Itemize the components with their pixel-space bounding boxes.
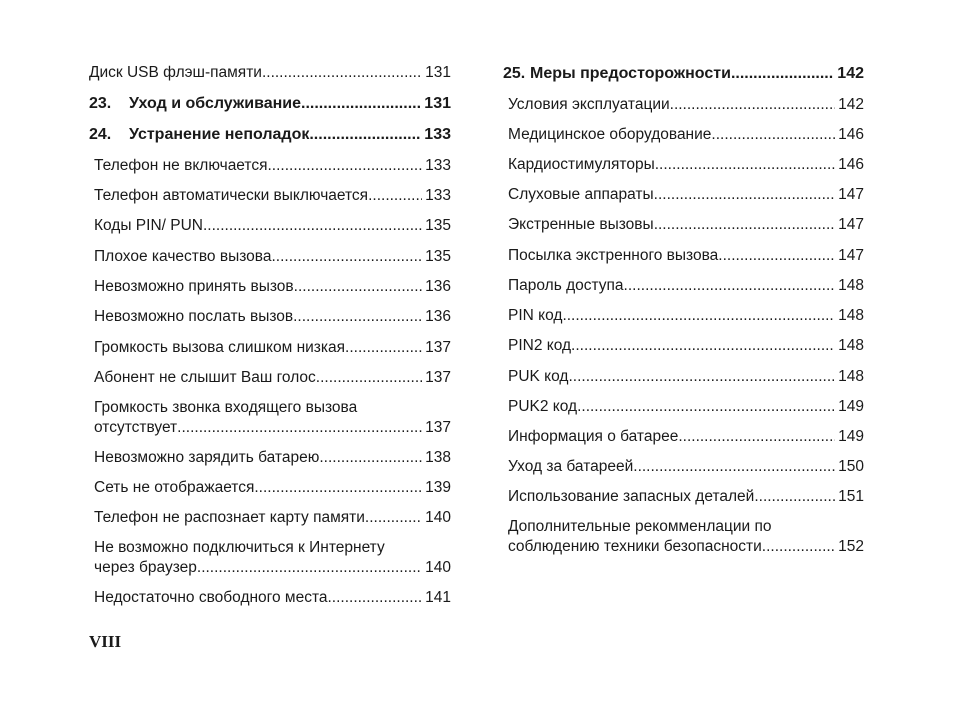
toc-chapter[interactable] bbox=[503, 64, 864, 84]
toc-leader-dots bbox=[301, 94, 421, 114]
toc-entry-page: 148 bbox=[838, 277, 864, 294]
toc-entry[interactable] bbox=[503, 185, 864, 205]
toc-leader-dots bbox=[327, 588, 422, 608]
toc-leader-dots bbox=[678, 427, 835, 447]
toc-entry[interactable] bbox=[503, 367, 864, 387]
toc-leader-dots bbox=[711, 125, 835, 145]
toc-leader-dots bbox=[754, 487, 835, 507]
toc-leader-dots bbox=[568, 367, 835, 387]
toc-leader-dots bbox=[345, 338, 422, 358]
toc-entry-title: PIN код bbox=[508, 307, 563, 324]
toc-entry-page: 133 bbox=[425, 157, 451, 174]
toc-leader-dots bbox=[571, 336, 835, 356]
toc-entry[interactable] bbox=[503, 517, 864, 557]
toc-leader-dots bbox=[633, 457, 835, 477]
toc-entry-title: Условия эксплуатации bbox=[508, 96, 670, 113]
toc-entry-page: 138 bbox=[425, 449, 451, 466]
toc-entry[interactable] bbox=[89, 478, 451, 498]
toc-chapter-title: Уход и обслуживание bbox=[129, 95, 301, 112]
toc-entry[interactable] bbox=[89, 588, 451, 608]
toc-entry-title: Медицинское оборудование bbox=[508, 126, 712, 143]
toc-entry-title: Телефон не включается bbox=[94, 157, 268, 174]
toc-leader-dots bbox=[294, 277, 422, 297]
toc-entry-page: 147 bbox=[838, 186, 864, 203]
toc-chapter-number: 25. bbox=[503, 65, 526, 82]
toc-chapter-title: Устранение неполадок bbox=[129, 126, 310, 143]
toc-entry-title: Телефон автоматически выключается bbox=[94, 187, 369, 204]
toc-leader-dots bbox=[368, 186, 422, 206]
toc-entry-page: 137 bbox=[425, 339, 451, 356]
toc-entry-title: Сеть не отображается bbox=[94, 479, 255, 496]
toc-entry-title: Абонент не слышит Ваш голос bbox=[94, 369, 316, 386]
toc-entry[interactable] bbox=[503, 306, 864, 326]
toc-entry-page: 151 bbox=[838, 488, 864, 505]
toc-entry[interactable] bbox=[503, 336, 864, 356]
toc-entry-page: 137 bbox=[425, 369, 451, 386]
toc-entry-title: Коды PIN/ PUN bbox=[94, 217, 203, 234]
toc-leader-dots bbox=[670, 95, 835, 115]
toc-leader-dots bbox=[654, 185, 835, 205]
toc-entry-page: 146 bbox=[838, 126, 864, 143]
page-number: VIII bbox=[89, 632, 122, 651]
toc-entry-page: 133 bbox=[425, 187, 451, 204]
toc-chapter[interactable] bbox=[89, 125, 451, 145]
toc-leader-dots bbox=[254, 478, 422, 498]
toc-entry[interactable] bbox=[89, 338, 451, 358]
toc-entry-title: через браузер bbox=[94, 559, 197, 576]
toc-entry[interactable] bbox=[89, 448, 451, 468]
toc-entry-title: Использование запасных деталей bbox=[508, 488, 755, 505]
toc-entry-title: PUK2 код bbox=[508, 398, 578, 415]
toc-entry[interactable] bbox=[503, 457, 864, 477]
toc-leader-dots bbox=[316, 368, 422, 388]
toc-entry[interactable] bbox=[89, 247, 451, 267]
toc-leader-dots bbox=[262, 63, 422, 83]
toc-leader-dots bbox=[577, 397, 835, 417]
toc-entry-page: 140 bbox=[425, 559, 451, 576]
toc-entry[interactable] bbox=[503, 276, 864, 296]
toc-entry-page: 148 bbox=[838, 307, 864, 324]
toc-entry-title: Диск USB флэш-памяти bbox=[89, 64, 262, 81]
toc-entry-page: 136 bbox=[425, 278, 451, 295]
toc-entry[interactable] bbox=[89, 216, 451, 236]
toc-entry-page: 152 bbox=[838, 538, 864, 555]
toc-leader-dots bbox=[309, 125, 421, 145]
toc-entry-page: 135 bbox=[425, 248, 451, 265]
toc-entry-title: Плохое качество вызова bbox=[94, 248, 272, 265]
toc-entry-page: 141 bbox=[425, 589, 451, 606]
toc-entry-page: 148 bbox=[838, 337, 864, 354]
toc-entry-title: Пароль доступа bbox=[508, 277, 624, 294]
toc-entry[interactable] bbox=[503, 215, 864, 235]
toc-leader-dots bbox=[655, 155, 835, 175]
toc-entry-title: Невозможно принять вызов bbox=[94, 278, 294, 295]
toc-leader-dots bbox=[203, 216, 422, 236]
toc-entry-title: Невозможно послать вызов bbox=[94, 308, 294, 325]
toc-entry-page: 140 bbox=[425, 509, 451, 526]
toc-chapter-page: 142 bbox=[837, 65, 864, 82]
toc-leader-dots bbox=[197, 558, 422, 578]
toc-entry-title: Уход за батареей bbox=[508, 458, 634, 475]
toc-entry-title: отсутствует bbox=[94, 419, 178, 436]
toc-entry[interactable] bbox=[89, 156, 451, 176]
toc-chapter-number: 23. bbox=[89, 95, 112, 112]
toc-entry[interactable] bbox=[89, 63, 451, 83]
toc-entry-title: соблюдению техники безопасности bbox=[508, 538, 762, 555]
toc-entry-title: PIN2 код bbox=[508, 337, 572, 354]
toc-entry-title-line1: Не возможно подключиться к Интернету bbox=[94, 539, 385, 556]
toc-leader-dots bbox=[319, 448, 422, 468]
toc-entry[interactable] bbox=[503, 155, 864, 175]
toc-entry-title: Посылка экстренного вызова bbox=[508, 247, 719, 264]
toc-leader-dots bbox=[562, 306, 835, 326]
toc-entry-page: 149 bbox=[838, 428, 864, 445]
toc-entry-page: 136 bbox=[425, 308, 451, 325]
toc-entry[interactable] bbox=[89, 538, 451, 578]
toc-chapter-title: Меры предосторожности bbox=[530, 65, 731, 82]
toc-entry[interactable] bbox=[89, 398, 451, 438]
toc-entry[interactable] bbox=[503, 95, 864, 115]
toc-entry-page: 139 bbox=[425, 479, 451, 496]
toc-entry-page: 150 bbox=[838, 458, 864, 475]
toc-leader-dots bbox=[718, 246, 835, 266]
toc-chapter-page: 131 bbox=[424, 95, 451, 112]
toc-leader-dots bbox=[177, 418, 422, 438]
toc-entry-title: Экстренные вызовы bbox=[508, 216, 654, 233]
toc-entry[interactable] bbox=[89, 508, 451, 528]
toc-leader-dots bbox=[624, 276, 836, 296]
toc-entry-title: Информация о батарее bbox=[508, 428, 679, 445]
toc-entry[interactable] bbox=[89, 186, 451, 206]
toc-entry-title: Невозможно зарядить батарею bbox=[94, 449, 320, 466]
toc-entry-page: 135 bbox=[425, 217, 451, 234]
toc-leader-dots bbox=[762, 537, 835, 557]
toc-entry-page: 142 bbox=[838, 96, 864, 113]
toc-entry-title: Слуховые аппараты bbox=[508, 186, 654, 203]
toc-entry-title: Недостаточно свободного места bbox=[94, 589, 328, 606]
toc-entry[interactable] bbox=[89, 307, 451, 327]
toc-entry-title: Кардиостимуляторы bbox=[508, 156, 655, 173]
toc-leader-dots bbox=[654, 215, 835, 235]
toc-entry-page: 137 bbox=[425, 419, 451, 436]
toc-leader-dots bbox=[271, 247, 422, 267]
toc-entry-title: Телефон не распознает карту памяти bbox=[94, 509, 365, 526]
toc-leader-dots bbox=[267, 156, 422, 176]
toc-entry[interactable] bbox=[89, 277, 451, 297]
toc-entry[interactable] bbox=[503, 246, 864, 266]
toc-entry-page: 148 bbox=[838, 368, 864, 385]
toc-entry-page: 131 bbox=[425, 64, 451, 81]
toc-entry[interactable] bbox=[503, 427, 864, 447]
toc-entry[interactable] bbox=[503, 487, 864, 507]
toc-chapter[interactable] bbox=[89, 94, 451, 114]
toc-chapter-page: 133 bbox=[424, 126, 451, 143]
toc-entry-page: 147 bbox=[838, 247, 864, 264]
toc-entry-title: Громкость вызова слишком низкая bbox=[94, 339, 346, 356]
toc-entry-title-line1: Дополнительные рекомменлации по bbox=[508, 518, 772, 535]
toc-entry[interactable] bbox=[89, 368, 451, 388]
toc-leader-dots bbox=[731, 64, 834, 84]
toc-entry-page: 146 bbox=[838, 156, 864, 173]
toc-chapter-number: 24. bbox=[89, 126, 112, 143]
toc-entry[interactable] bbox=[503, 125, 864, 145]
toc-entry[interactable] bbox=[503, 397, 864, 417]
toc-entry-title-line1: Громкость звонка входящего вызова bbox=[94, 399, 358, 416]
toc-entry-title: PUK код bbox=[508, 368, 569, 385]
toc-leader-dots bbox=[365, 508, 422, 528]
toc-leader-dots bbox=[293, 307, 422, 327]
toc-entry-page: 147 bbox=[838, 216, 864, 233]
toc-entry-page: 149 bbox=[838, 398, 864, 415]
